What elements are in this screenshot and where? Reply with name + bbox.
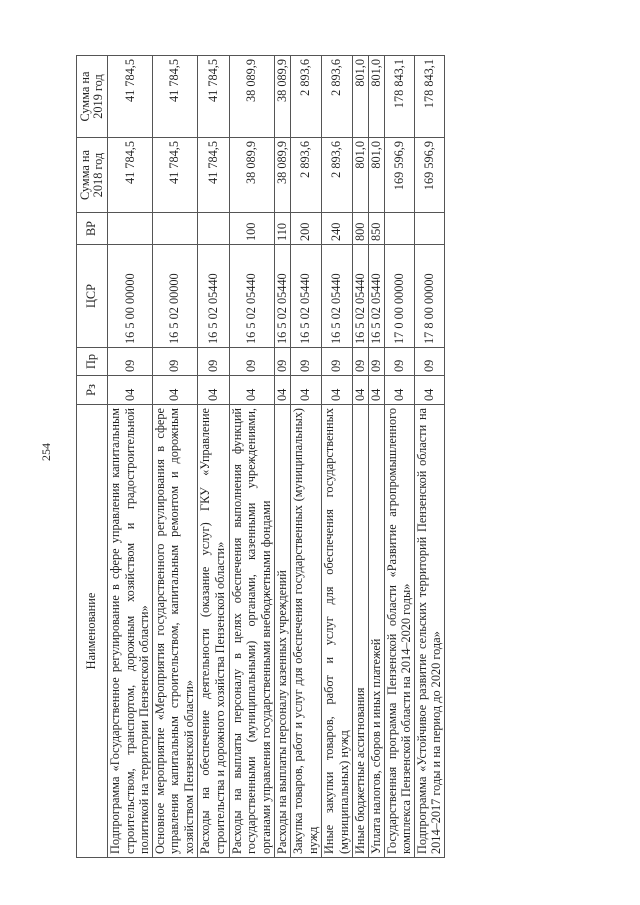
cell-name: Основное мероприятие «Мероприятия государственного регулирования в сфере управления капитальным строительством, капитальным ремонтом и дорожным хозяйством Пензенской области» <box>152 405 197 858</box>
cell-sum2018: 2 893,6 <box>290 138 321 213</box>
cell-vr: 100 <box>229 213 274 245</box>
cell-pr: 09 <box>290 348 321 376</box>
cell-rz: 04 <box>368 376 384 405</box>
cell-sum2019: 2 893,6 <box>290 56 321 138</box>
header-csr: ЦСР <box>77 245 108 348</box>
cell-sum2018: 41 784,5 <box>197 138 229 213</box>
header-sum-2019: Сумма на 2019 год <box>77 56 108 138</box>
cell-vr: 850 <box>368 213 384 245</box>
cell-csr: 16 5 02 05440 <box>274 245 290 348</box>
cell-csr: 16 5 02 05440 <box>290 245 321 348</box>
cell-sum2018: 2 893,6 <box>321 138 352 213</box>
cell-name: Подпрограмма «Государственное регулирование в сфере управления капитальным строительством, транспортом, дорожным хозяйством и градостроительной политикой на территории Пензенской области» <box>108 405 153 858</box>
cell-vr <box>152 213 197 245</box>
cell-name: Расходы на обеспечение деятельности (оказание услуг) ГКУ «Управление строительства и дорожного хозяйства Пензенской области» <box>197 405 229 858</box>
cell-sum2019: 41 784,5 <box>152 56 197 138</box>
table-row <box>414 56 444 858</box>
table-row <box>384 56 414 858</box>
header-vr: ВР <box>77 213 108 245</box>
cell-vr: 200 <box>290 213 321 245</box>
cell-vr <box>384 213 414 245</box>
cell-name: Закупка товаров, работ и услуг для обеспечения государственных (муниципальных) нужд <box>290 405 321 858</box>
cell-pr: 09 <box>152 348 197 376</box>
cell-vr <box>197 213 229 245</box>
cell-sum2018: 169 596,9 <box>384 138 414 213</box>
cell-pr: 09 <box>197 348 229 376</box>
cell-rz: 04 <box>152 376 197 405</box>
cell-csr: 16 5 02 05440 <box>321 245 352 348</box>
cell-sum2019: 38 089,9 <box>229 56 274 138</box>
cell-pr: 09 <box>229 348 274 376</box>
cell-csr: 16 5 02 05440 <box>368 245 384 348</box>
cell-sum2018: 41 784,5 <box>152 138 197 213</box>
header-pr: Пр <box>77 348 108 376</box>
cell-sum2018: 801,0 <box>352 138 368 213</box>
cell-sum2019: 38 089,9 <box>274 56 290 138</box>
page-number: 254 <box>39 443 53 461</box>
cell-vr <box>414 213 444 245</box>
cell-sum2018: 38 089,9 <box>274 138 290 213</box>
cell-pr: 09 <box>321 348 352 376</box>
cell-sum2019: 41 784,5 <box>108 56 153 138</box>
header-rz: Рз <box>77 376 108 405</box>
cell-vr: 800 <box>352 213 368 245</box>
cell-pr: 09 <box>108 348 153 376</box>
cell-rz: 04 <box>108 376 153 405</box>
cell-pr: 09 <box>352 348 368 376</box>
cell-name: Расходы на выплаты персоналу казенных учреждений <box>274 405 290 858</box>
cell-csr: 16 5 02 05440 <box>197 245 229 348</box>
cell-name: Подпрограмма «Устойчивое развитие сельских территорий Пензенской области на 2014–2017 годы и на период до 2020 года» <box>414 405 444 858</box>
cell-sum2018: 38 089,9 <box>229 138 274 213</box>
cell-vr: 110 <box>274 213 290 245</box>
table-row <box>197 56 229 858</box>
cell-rz: 04 <box>197 376 229 405</box>
cell-sum2019: 178 843,1 <box>414 56 444 138</box>
cell-sum2018: 801,0 <box>368 138 384 213</box>
table-header-row <box>77 56 108 858</box>
table-row <box>352 56 368 858</box>
cell-sum2018: 41 784,5 <box>108 138 153 213</box>
cell-vr: 240 <box>321 213 352 245</box>
table-row <box>229 56 274 858</box>
cell-rz: 04 <box>274 376 290 405</box>
cell-name: Иные закупки товаров, работ и услуг для обеспечения государственных (муниципальных) нужд <box>321 405 352 858</box>
cell-sum2019: 41 784,5 <box>197 56 229 138</box>
cell-sum2018: 169 596,9 <box>414 138 444 213</box>
cell-rz: 04 <box>414 376 444 405</box>
cell-pr: 09 <box>274 348 290 376</box>
cell-sum2019: 801,0 <box>352 56 368 138</box>
cell-name: Уплата налогов, сборов и иных платежей <box>368 405 384 858</box>
cell-pr: 09 <box>414 348 444 376</box>
table-row <box>321 56 352 858</box>
cell-pr: 09 <box>368 348 384 376</box>
table-row <box>274 56 290 858</box>
cell-rz: 04 <box>321 376 352 405</box>
cell-csr: 17 0 00 00000 <box>384 245 414 348</box>
cell-rz: 04 <box>290 376 321 405</box>
cell-csr: 16 5 02 05440 <box>229 245 274 348</box>
cell-sum2019: 2 893,6 <box>321 56 352 138</box>
cell-name: Расходы на выплаты персоналу в целях обеспечения выполнения функций государственными (муниципальными) органами, казенными учреждениями, органами управления государственными внебюджетными фондами <box>229 405 274 858</box>
cell-rz: 04 <box>229 376 274 405</box>
cell-sum2019: 178 843,1 <box>384 56 414 138</box>
cell-csr: 16 5 02 00000 <box>152 245 197 348</box>
cell-name: Государственная программа Пензенской области «Развитие агропромышленного комплекса Пензенской области на 2014–2020 годы» <box>384 405 414 858</box>
cell-csr: 16 5 02 05440 <box>352 245 368 348</box>
cell-vr <box>108 213 153 245</box>
cell-pr: 09 <box>384 348 414 376</box>
cell-rz: 04 <box>352 376 368 405</box>
cell-sum2019: 801,0 <box>368 56 384 138</box>
budget-table <box>76 55 445 858</box>
table-row <box>368 56 384 858</box>
cell-csr: 17 8 00 00000 <box>414 245 444 348</box>
header-name: Наименование <box>77 405 108 858</box>
table-row <box>152 56 197 858</box>
table-row <box>108 56 153 858</box>
header-sum-2018: Сумма на 2018 год <box>77 138 108 213</box>
cell-csr: 16 5 00 00000 <box>108 245 153 348</box>
cell-name: Иные бюджетные ассигнования <box>352 405 368 858</box>
table-row <box>290 56 321 858</box>
table-body <box>108 56 445 858</box>
cell-rz: 04 <box>384 376 414 405</box>
